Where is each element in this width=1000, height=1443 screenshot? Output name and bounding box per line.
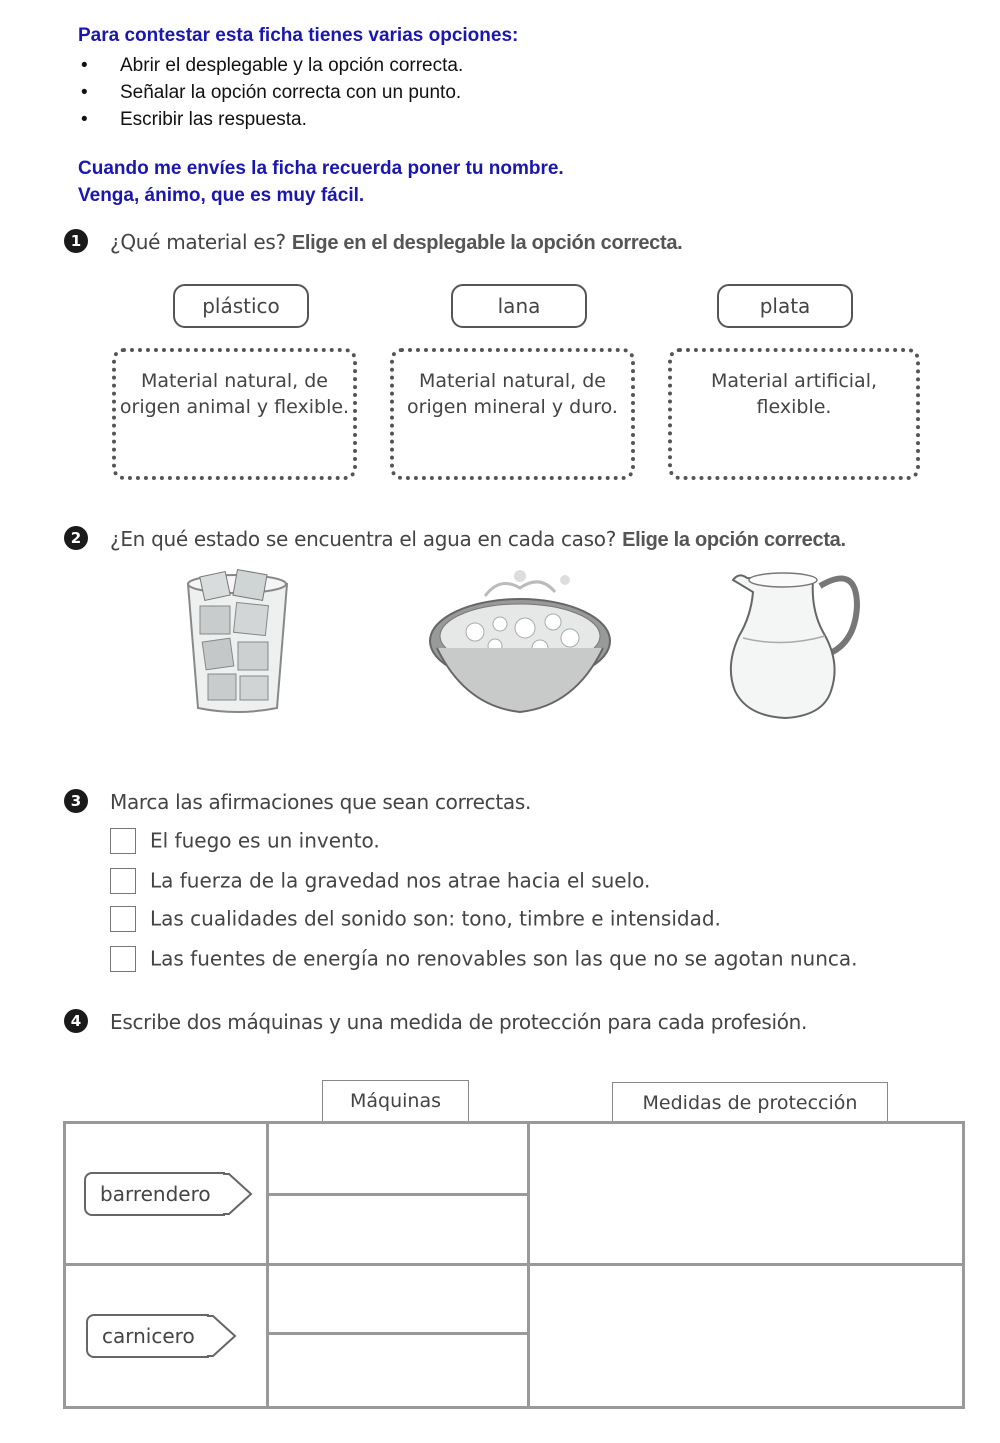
jug-of-water-icon — [725, 566, 865, 721]
question-1-text — [110, 230, 682, 255]
question-4-number: 4 — [64, 1009, 88, 1033]
protection-column-header: Medidas de protección — [612, 1082, 888, 1124]
table-row — [65, 1123, 964, 1195]
answer-box-3[interactable] — [668, 348, 920, 480]
reminder-name: Cuando me envíes la ficha recuerda poner tu nombre. — [78, 158, 564, 179]
question-1-prompt: ¿Qué material es? — [110, 230, 286, 254]
profession-label: carnicero — [102, 1324, 195, 1349]
statement-checkbox[interactable] — [110, 946, 136, 972]
statement-checkbox[interactable] — [110, 906, 136, 932]
question-2-instruction: Elige la opción correcta. — [622, 529, 846, 551]
question-2-number: 2 — [64, 526, 88, 550]
statement-row — [110, 945, 858, 972]
question-3-text: Marca las afirmaciones que sean correctas. — [110, 790, 532, 814]
profession-cell — [65, 1123, 268, 1265]
machine-answer-cell[interactable] — [268, 1123, 529, 1195]
material-plastico-label: plástico — [173, 284, 309, 328]
description-line: flexible. — [756, 396, 832, 418]
profession-tag-carnicero — [86, 1314, 209, 1358]
material-lana-label: lana — [451, 284, 587, 328]
reminder-encouragement: Venga, ánimo, que es muy fácil. — [78, 185, 365, 206]
statement-row — [110, 827, 380, 854]
statement-text: La fuerza de la gravedad nos atrae hacia el suelo. — [150, 868, 651, 893]
material-plata-label: plata — [717, 284, 853, 328]
description-line: origen animal y flexible. — [119, 396, 350, 418]
machine-answer-cell[interactable] — [268, 1195, 529, 1265]
statement-row — [110, 867, 650, 894]
protection-answer-cell[interactable] — [529, 1123, 964, 1265]
question-2-text — [110, 527, 846, 552]
description-line: Material artificial, — [710, 370, 878, 392]
protection-answer-cell[interactable] — [529, 1265, 964, 1408]
tag-arrow-icon — [223, 1172, 253, 1216]
instruction-option: • Señalar la opción correcta con un punto. — [78, 79, 463, 106]
instruction-option: • Escribir las respuesta. — [78, 106, 463, 133]
profession-label: barrendero — [100, 1181, 211, 1206]
statement-text: El fuego es un invento. — [150, 828, 380, 853]
machines-column-header: Máquinas — [322, 1080, 469, 1122]
question-1-number: 1 — [64, 229, 88, 253]
question-3-number: 3 — [64, 789, 88, 813]
instructions-heading: Para contestar esta ficha tienes varias opciones: — [78, 25, 519, 46]
answer-box-1[interactable] — [112, 348, 357, 480]
machine-answer-cell[interactable] — [268, 1333, 529, 1407]
bowl-of-boiling-water-icon — [425, 566, 615, 716]
table-row — [65, 1265, 964, 1333]
instructions-list — [78, 52, 463, 133]
description-line: Material natural, de — [141, 370, 328, 392]
description-line: Material natural, de — [419, 370, 606, 392]
statement-text: Las cualidades del sonido son: tono, timbre e intensidad. — [150, 906, 721, 931]
statement-row — [110, 905, 721, 932]
question-2-prompt: ¿En qué estado se encuentra el agua en cada caso? — [110, 527, 617, 551]
profession-cell — [65, 1265, 268, 1408]
profession-tag-barrendero — [84, 1172, 225, 1216]
professions-table — [63, 1121, 965, 1409]
instruction-option: • Abrir el desplegable y la opción correcta. — [78, 52, 463, 79]
statement-text: Las fuentes de energía no renovables son las que no se agotan nunca. — [150, 946, 858, 971]
question-1-instruction: Elige en el desplegable la opción correcta. — [291, 232, 683, 254]
description-line: origen mineral y duro. — [407, 396, 618, 418]
glass-of-ice-icon — [180, 566, 295, 716]
statement-checkbox[interactable] — [110, 828, 136, 854]
answer-box-2[interactable] — [390, 348, 635, 480]
statement-checkbox[interactable] — [110, 868, 136, 894]
machine-answer-cell[interactable] — [268, 1265, 529, 1333]
question-4-text: Escribe dos máquinas y una medida de protección para cada profesión. — [110, 1010, 808, 1034]
tag-arrow-icon — [207, 1314, 237, 1358]
